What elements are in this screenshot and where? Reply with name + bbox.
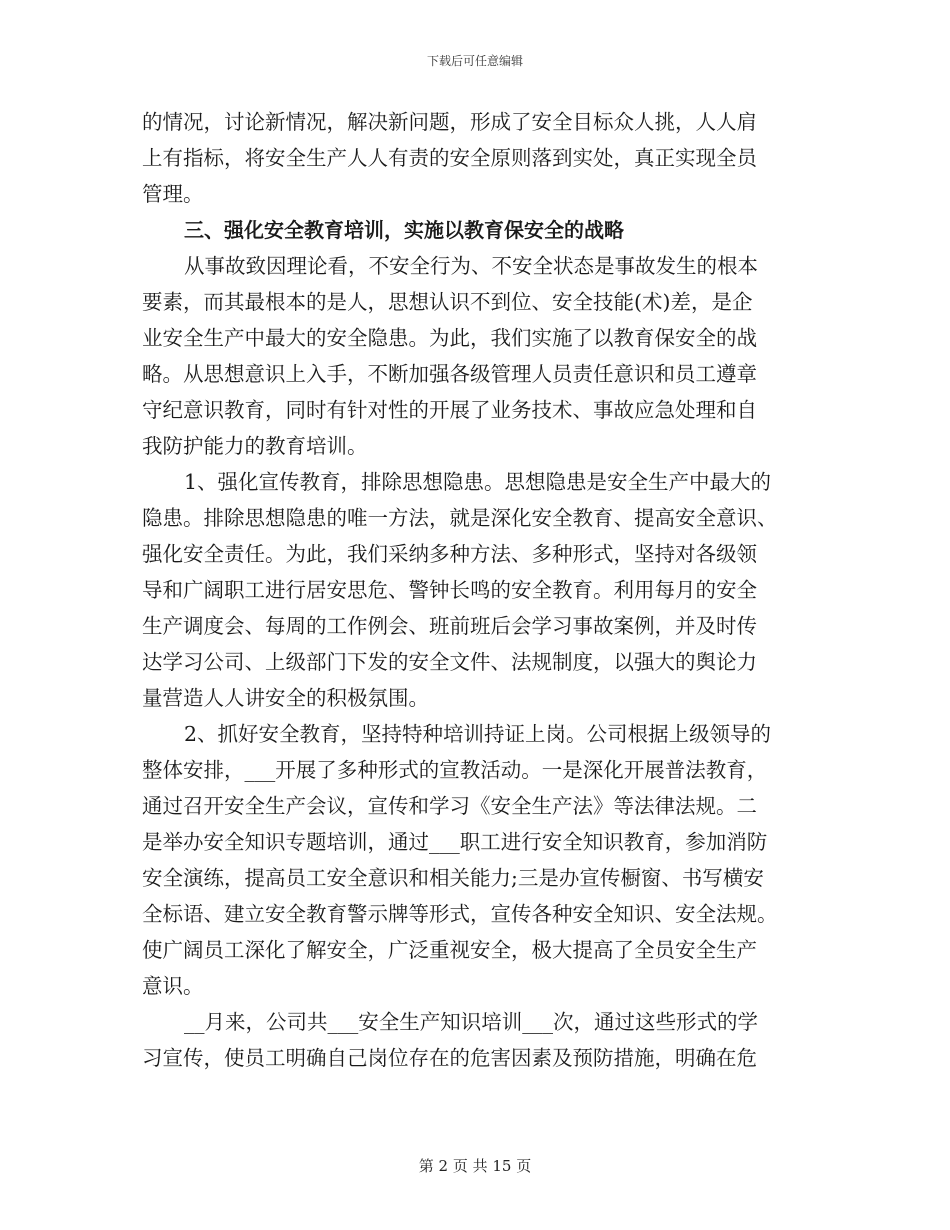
paragraph-line: 上有指标，将安全生产人人有责的安全原则落到实处，真正实现全员 bbox=[142, 146, 757, 170]
paragraph-line: 通过召开安全生产会议，宣传和学习《安全生产法》等法律法规。二 bbox=[142, 794, 757, 818]
paragraph-line: 使广阔员工深化了解安全，广泛重视安全，极大提高了全员安全生产 bbox=[142, 938, 757, 962]
page-number-footer: 第 2 页 共 15 页 bbox=[418, 1157, 532, 1175]
page-header: 下载后可任意编辑 bbox=[426, 54, 523, 68]
paragraph-line: 1、强化宣传教育，排除思想隐患。思想隐患是安全生产中最大的 bbox=[184, 470, 772, 494]
paragraph-line: 2、抓好安全教育，坚持特种培训持证上岗。公司根据上级领导的 bbox=[184, 722, 772, 746]
paragraph-line: 是举办安全知识专题培训，通过___职工进行安全知识教育，参加消防 bbox=[142, 830, 768, 854]
paragraph-line: 我防护能力的教育培训。 bbox=[142, 434, 368, 458]
paragraph-line: 整体安排，___开展了多种形式的宣教活动。一是深化开展普法教育， bbox=[142, 758, 768, 782]
paragraph-line: 要素，而其最根本的是人，思想认识不到位、安全技能(术)差，是企 bbox=[142, 290, 753, 314]
paragraph-line: 管理。 bbox=[142, 182, 204, 206]
document-body bbox=[142, 104, 808, 1076]
paragraph-line: 强化安全责任。为此，我们采纳多种方法、多种形式，坚持对各级领 bbox=[142, 542, 757, 566]
paragraph-line: 从事故致因理论看，不安全行为、不安全状态是事故发生的根本 bbox=[184, 254, 758, 278]
paragraph-line: 守纪意识教育，同时有针对性的开展了业务技术、事故应急处理和自 bbox=[142, 398, 757, 422]
paragraph-line: 业安全生产中最大的安全隐患。为此，我们实施了以教育保安全的战 bbox=[142, 326, 757, 350]
paragraph-line: 达学习公司、上级部门下发的安全文件、法规制度，以强大的舆论力 bbox=[142, 650, 757, 674]
paragraph-line: __月来，公司共___安全生产知识培训___次，通过这些形式的学 bbox=[184, 1010, 758, 1034]
paragraph-line: 的情况，讨论新情况，解决新问题，形成了安全目标众人挑，人人肩 bbox=[142, 110, 757, 134]
paragraph-line: 略。从思想意识上入手，不断加强各级管理人员责任意识和员工遵章 bbox=[142, 362, 757, 386]
paragraph-line: 隐患。排除思想隐患的唯一方法，就是深化安全教育、提高安全意识、 bbox=[142, 506, 778, 530]
paragraph-line: 安全演练，提高员工安全意识和相关能力;三是办宣传橱窗、书写横安 bbox=[142, 866, 764, 890]
paragraph-line: 量营造人人讲安全的积极氛围。 bbox=[142, 686, 429, 710]
section-heading: 三、强化安全教育培训，实施以教育保安全的战略 bbox=[184, 218, 624, 242]
paragraph-line: 意识。 bbox=[142, 974, 204, 998]
paragraph-line: 生产调度会、每周的工作例会、班前班后会学习事故案例，并及时传 bbox=[142, 614, 757, 638]
paragraph-line: 习宣传，使员工明确自己岗位存在的危害因素及预防措施，明确在危 bbox=[142, 1046, 757, 1070]
paragraph-line: 全标语、建立安全教育警示牌等形式，宣传各种安全知识、安全法规。 bbox=[142, 902, 778, 926]
paragraph-line: 导和广阔职工进行居安思危、警钟长鸣的安全教育。利用每月的安全 bbox=[142, 578, 757, 602]
